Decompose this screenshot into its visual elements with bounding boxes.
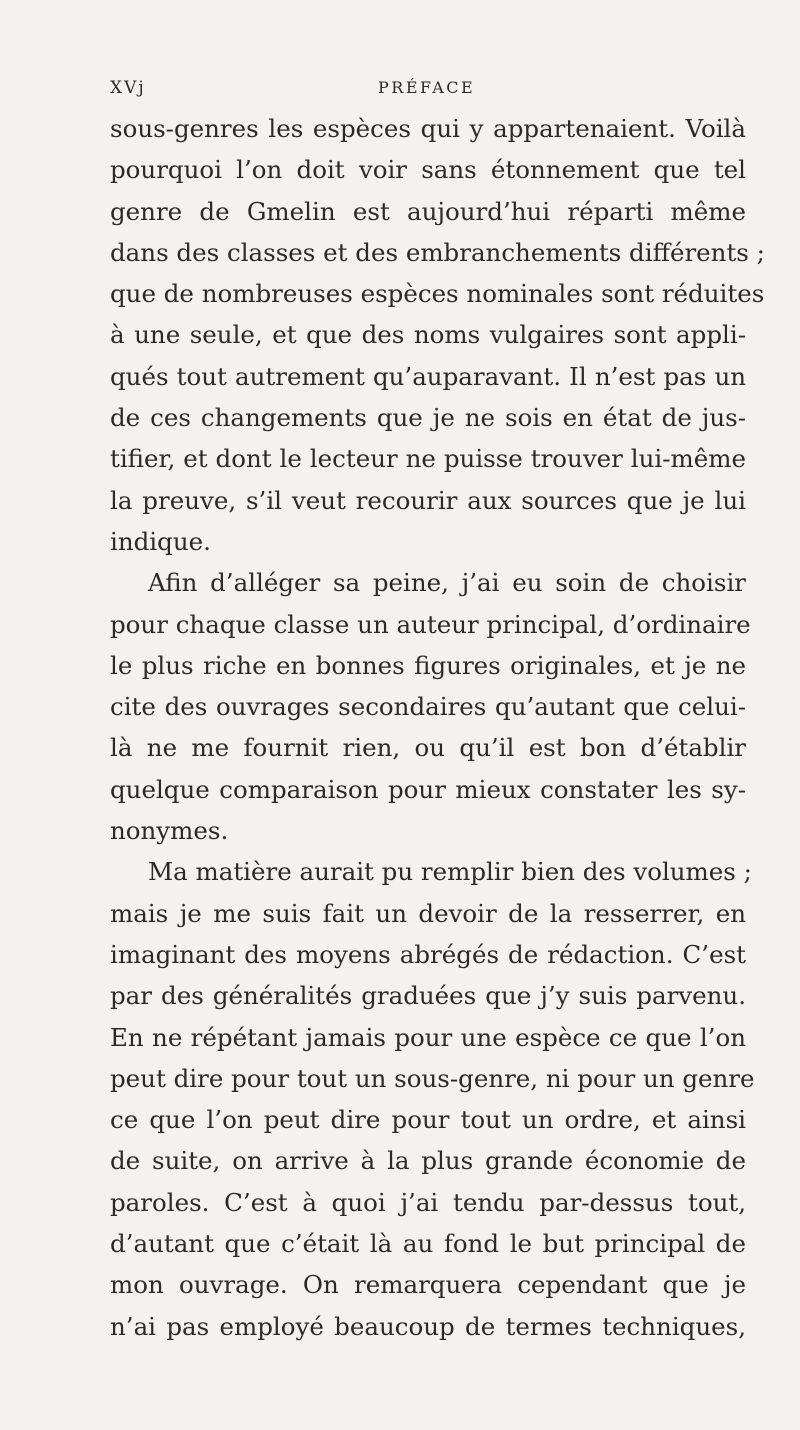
text-line: indique.	[110, 526, 211, 556]
text-line: là ne me fournit rien, ou qu’il est bon d’établir	[110, 733, 746, 763]
text-line: cite des ouvrages secondaires qu’autant que celui-	[110, 692, 746, 722]
text-line: à une seule, et que des noms vulgaires sont appli-	[110, 320, 746, 350]
text-line: sous-genres les espèces qui y appartenaient. Voilà	[110, 114, 746, 143]
text-line: de ces changements que je ne sois en état de jus-	[110, 403, 746, 433]
text-line: la preuve, s’il veut recourir aux sources que je lui	[110, 485, 746, 515]
paragraph-start-line: Ma matière aurait pu remplir bien des volumes ;	[148, 857, 752, 887]
page-number: XVj	[110, 78, 146, 98]
running-head	[110, 78, 746, 108]
text-line: imaginant des moyens abrégés de rédaction. C’est	[110, 939, 746, 969]
text-line: pourquoi l’on doit voir sans étonnement que tel	[110, 155, 746, 185]
text-line: le plus riche en bonnes figures originales, et je ne	[110, 650, 746, 680]
text-line: genre de Gmelin est aujourd’hui réparti même	[110, 196, 746, 226]
text-line: nonymes.	[110, 816, 229, 846]
text-line: En ne répétant jamais pour une espèce ce que l’on	[110, 1022, 746, 1052]
text-line: mais je me suis fait un devoir de la resserrer, en	[110, 898, 746, 928]
text-line: par des généralités graduées que j’y suis parvenu.	[110, 981, 746, 1011]
running-title: PRÉFACE	[378, 78, 476, 97]
text-line: quelque comparaison pour mieux constater les sy-	[110, 774, 746, 804]
text-line: n’ai pas employé beaucoup de termes techniques,	[110, 1311, 746, 1341]
body-text	[110, 108, 765, 1347]
text-line: de suite, on arrive à la plus grande économie de	[110, 1146, 746, 1176]
text-line: dans des classes et des embranchements différents ;	[110, 237, 765, 267]
text-line: paroles. C’est à quoi j’ai tendu par-dessus tout,	[110, 1187, 746, 1217]
text-line: d’autant que c’était là au fond le but principal de	[110, 1229, 746, 1259]
text-line: tifier, et dont le lecteur ne puisse trouver lui-même	[110, 444, 746, 474]
text-line: mon ouvrage. On remarquera cependant que je	[110, 1270, 746, 1300]
text-line: peut dire pour tout un sous-genre, ni pour un genre	[110, 1063, 755, 1093]
text-line: pour chaque classe un auteur principal, d’ordinaire	[110, 609, 751, 639]
text-line: qués tout autrement qu’auparavant. Il n’est pas un	[110, 361, 746, 391]
text-line: que de nombreuses espèces nominales sont réduites	[110, 279, 765, 309]
text-line: ce que l’on peut dire pour tout un ordre, et ainsi	[110, 1105, 746, 1135]
paragraph-start-line: Afin d’alléger sa peine, j’ai eu soin de choisir	[148, 568, 746, 598]
